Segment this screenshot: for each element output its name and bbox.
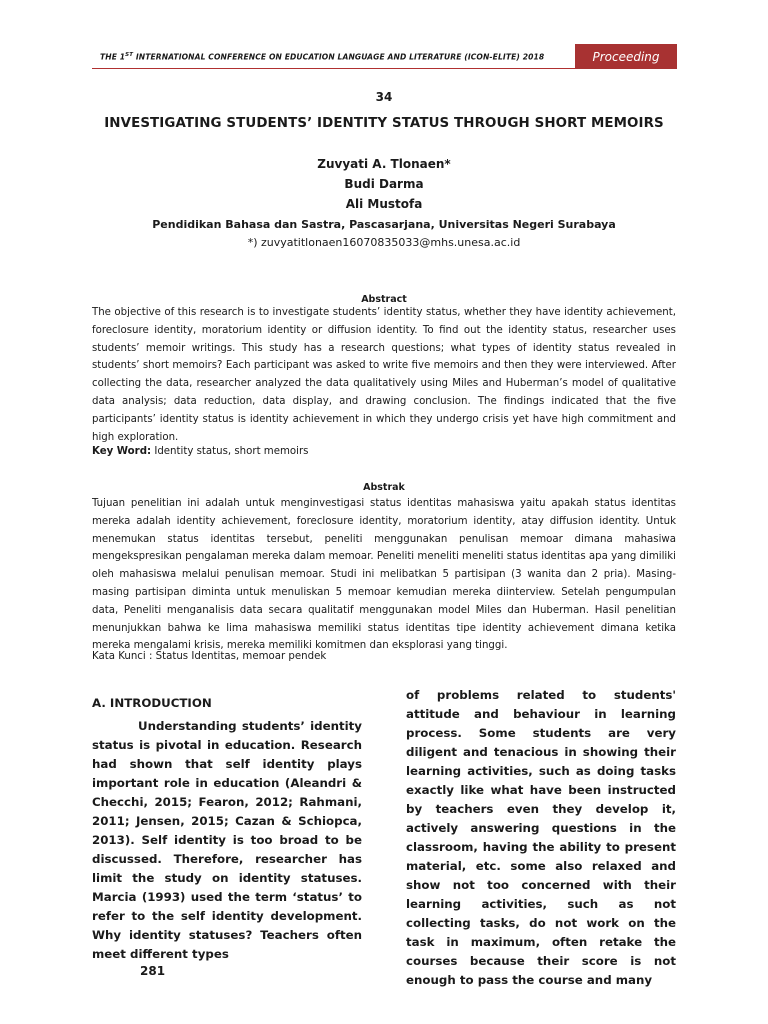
author-3: Ali Mustofa [345,197,423,211]
kata-kunci-line: Kata Kunci : Status Identitas, memoar pendek [92,651,327,662]
conference-title-sup: ST [125,52,134,58]
abstrak-body [92,495,676,655]
author-2: Budi Darma [344,177,424,191]
affiliation: Pendidikan Bahasa dan Sastra, Pascasarjana, Universitas Negeri Surabaya [152,218,616,231]
author-email[interactable]: *) zuvyatitlonaen16070835033@mhs.unesa.ac.id [247,236,521,249]
conference-title [100,52,544,62]
author-1: Zuvyati A. Tlonaen* [317,157,451,171]
abstract-body [92,304,676,446]
conference-title-suffix: INTERNATIONAL CONFERENCE ON EDUCATION LANGUAGE AND LITERATURE (ICON-ELITE) 2018 [133,52,545,62]
abstract-text: The objective of this research is to investigate students’ identity status, whether they have identity achievement, foreclosure identity, moratorium identity or diffusion identity. To find out the identity status, researcher uses students’ memoir writings. This study has a research questions; what types of identity status revealed in students’ short memoirs? Each participant was asked to write five memoirs and then they were interviewed. After collecting the data, researcher analyzed the data qualitatively using Miles and Huberman’s model of qualitative data analysis; data reduction, data display, and drawing conclusion. The findings indicated that the five participants’ identity status is identity achievement in which they undergo crisis yet have high commitment and high exploration. [92,307,676,443]
intro-left-column [92,694,362,964]
paper-number: 34 [375,90,393,104]
header-rule [92,68,576,69]
abstrak-heading: Abstrak [363,482,405,493]
abstrak-text: Tujuan penelitian ini adalah untuk menginvestigasi status identitas mahasiswa yaitu apakah status identitas mereka adalah identity achievement, foreclosure identity, moratorium identity, atay diffusion identity. Untuk menemukan status identitas tersebut, peneliti menggunakan penulisan memoar dimana mahasiwa mengekspresikan pengalaman mereka dalam memoar. Peneliti meneliti meneliti status identitas apa yang dimiliki oleh mahasiswa melalui penulisan memoar. Studi ini melibatkan 5 partisipan (3 wanita dan 2 pria). Masing-masing partisipan diminta untuk menuliskan 5 memoar kemudian mereka diinterview. Setelah pengumpulan data, Peneliti menganalisis data secara qualitatif menggunakan model Miles dan Huberman. Hasil penelitian menunjukkan bahwa ke lima mahasiswa memiliki status identitas tipe identity achievement dimana ketika mereka mengalami krisis, mereka memiliki komitmen dan eksplorasi yang tinggi. [92,498,676,652]
paper-title: INVESTIGATING STUDENTS’ IDENTITY STATUS THROUGH SHORT MEMOIRS [104,116,664,131]
conference-title-prefix: THE 1 [100,52,126,62]
intro-paragraph-left: Understanding students’ identity status is pivotal in education. Research had shown that self identity plays important role in education (Aleandri & Checchi, 2015; Fearon, 2012; Rahmani, 2011; Jensen, 2015; Cazan & Schiopca, 2013). Self identity is too broad to be discussed. Therefore, researcher has limit the study on identity statuses. Marcia (1993) used the term ‘status’ to refer to the self identity development. Why identity statuses? Teachers often meet different types [92,719,362,961]
keywords-line [92,446,308,457]
keywords-text: Identity status, short memoirs [151,446,309,457]
abstract-heading: Abstract [361,294,407,305]
intro-right-column [406,686,676,990]
page-number: 281 [140,964,166,978]
keywords-label: Key Word: [92,446,152,457]
introduction-heading: A. INTRODUCTION [92,696,212,710]
proceeding-badge: Proceeding [575,44,677,69]
intro-paragraph-right: of problems related to students' attitude and behaviour in learning process. Some students are very diligent and tenacious in showing their learning activities, such as doing tasks exactly like what have been instructed by teachers even they develop it, actively answering questions in the classroom, having the ability to present material, etc. some also relaxed and show not too concerned with their learning activities, such as not collecting tasks, do not work on the task in maximum, often retake the courses because their score is not enough to pass the course and many [406,688,676,987]
